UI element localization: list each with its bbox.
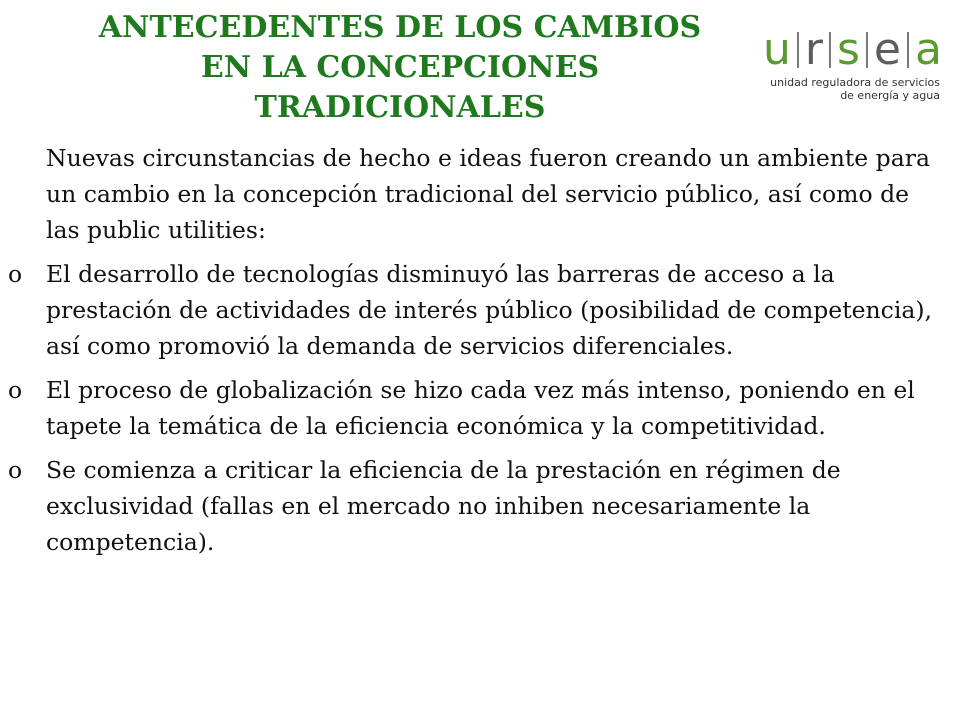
title-line-2: EN LA CONCEPCIONES bbox=[200, 50, 600, 85]
logo-wordmark bbox=[760, 24, 950, 75]
logo-letter-u: u bbox=[763, 24, 791, 75]
logo-separator bbox=[829, 32, 831, 68]
slide-body bbox=[8, 140, 950, 568]
bullet-text: El desarrollo de tecnologías disminuyó las barreras de acceso a la prestación de actividades de interés público (posibilidad de competencia), así como promovió la demanda de servicios diferenciales. bbox=[46, 260, 933, 360]
logo-letter-s: s bbox=[836, 24, 860, 75]
bullet-marker: o bbox=[8, 260, 23, 288]
bullet-text: El proceso de globalización se hizo cada vez más intenso, poniendo en el tapete la temática de la eficiencia económica y la competitividad. bbox=[46, 376, 915, 440]
list-item bbox=[8, 452, 950, 560]
logo-letter-e: e bbox=[873, 24, 901, 75]
bullet-marker: o bbox=[8, 376, 23, 404]
slide-title bbox=[40, 8, 760, 128]
title-line-3: TRADICIONALES bbox=[254, 90, 546, 125]
logo-separator bbox=[866, 32, 868, 68]
list-item bbox=[8, 372, 950, 444]
ursea-logo bbox=[760, 24, 950, 102]
logo-separator bbox=[907, 32, 909, 68]
bullet-list bbox=[8, 256, 950, 560]
list-item bbox=[8, 256, 950, 364]
logo-separator bbox=[797, 32, 799, 68]
logo-letter-r: r bbox=[804, 24, 823, 75]
logo-tagline-line-2: de energía y agua bbox=[840, 89, 940, 102]
logo-letter-a: a bbox=[915, 24, 942, 75]
logo-tagline bbox=[760, 76, 950, 102]
bullet-marker: o bbox=[8, 456, 23, 484]
title-line-1: ANTECEDENTES DE LOS CAMBIOS bbox=[98, 10, 702, 45]
intro-paragraph: Nuevas circunstancias de hecho e ideas fueron creando un ambiente para un cambio en la concepción tradicional del servicio público, así como de las public utilities: bbox=[46, 144, 930, 244]
bullet-text: Se comienza a criticar la eficiencia de la prestación en régimen de exclusividad (fallas en el mercado no inhiben necesariamente la competencia). bbox=[46, 456, 841, 556]
logo-tagline-line-1: unidad reguladora de servicios bbox=[770, 76, 940, 89]
